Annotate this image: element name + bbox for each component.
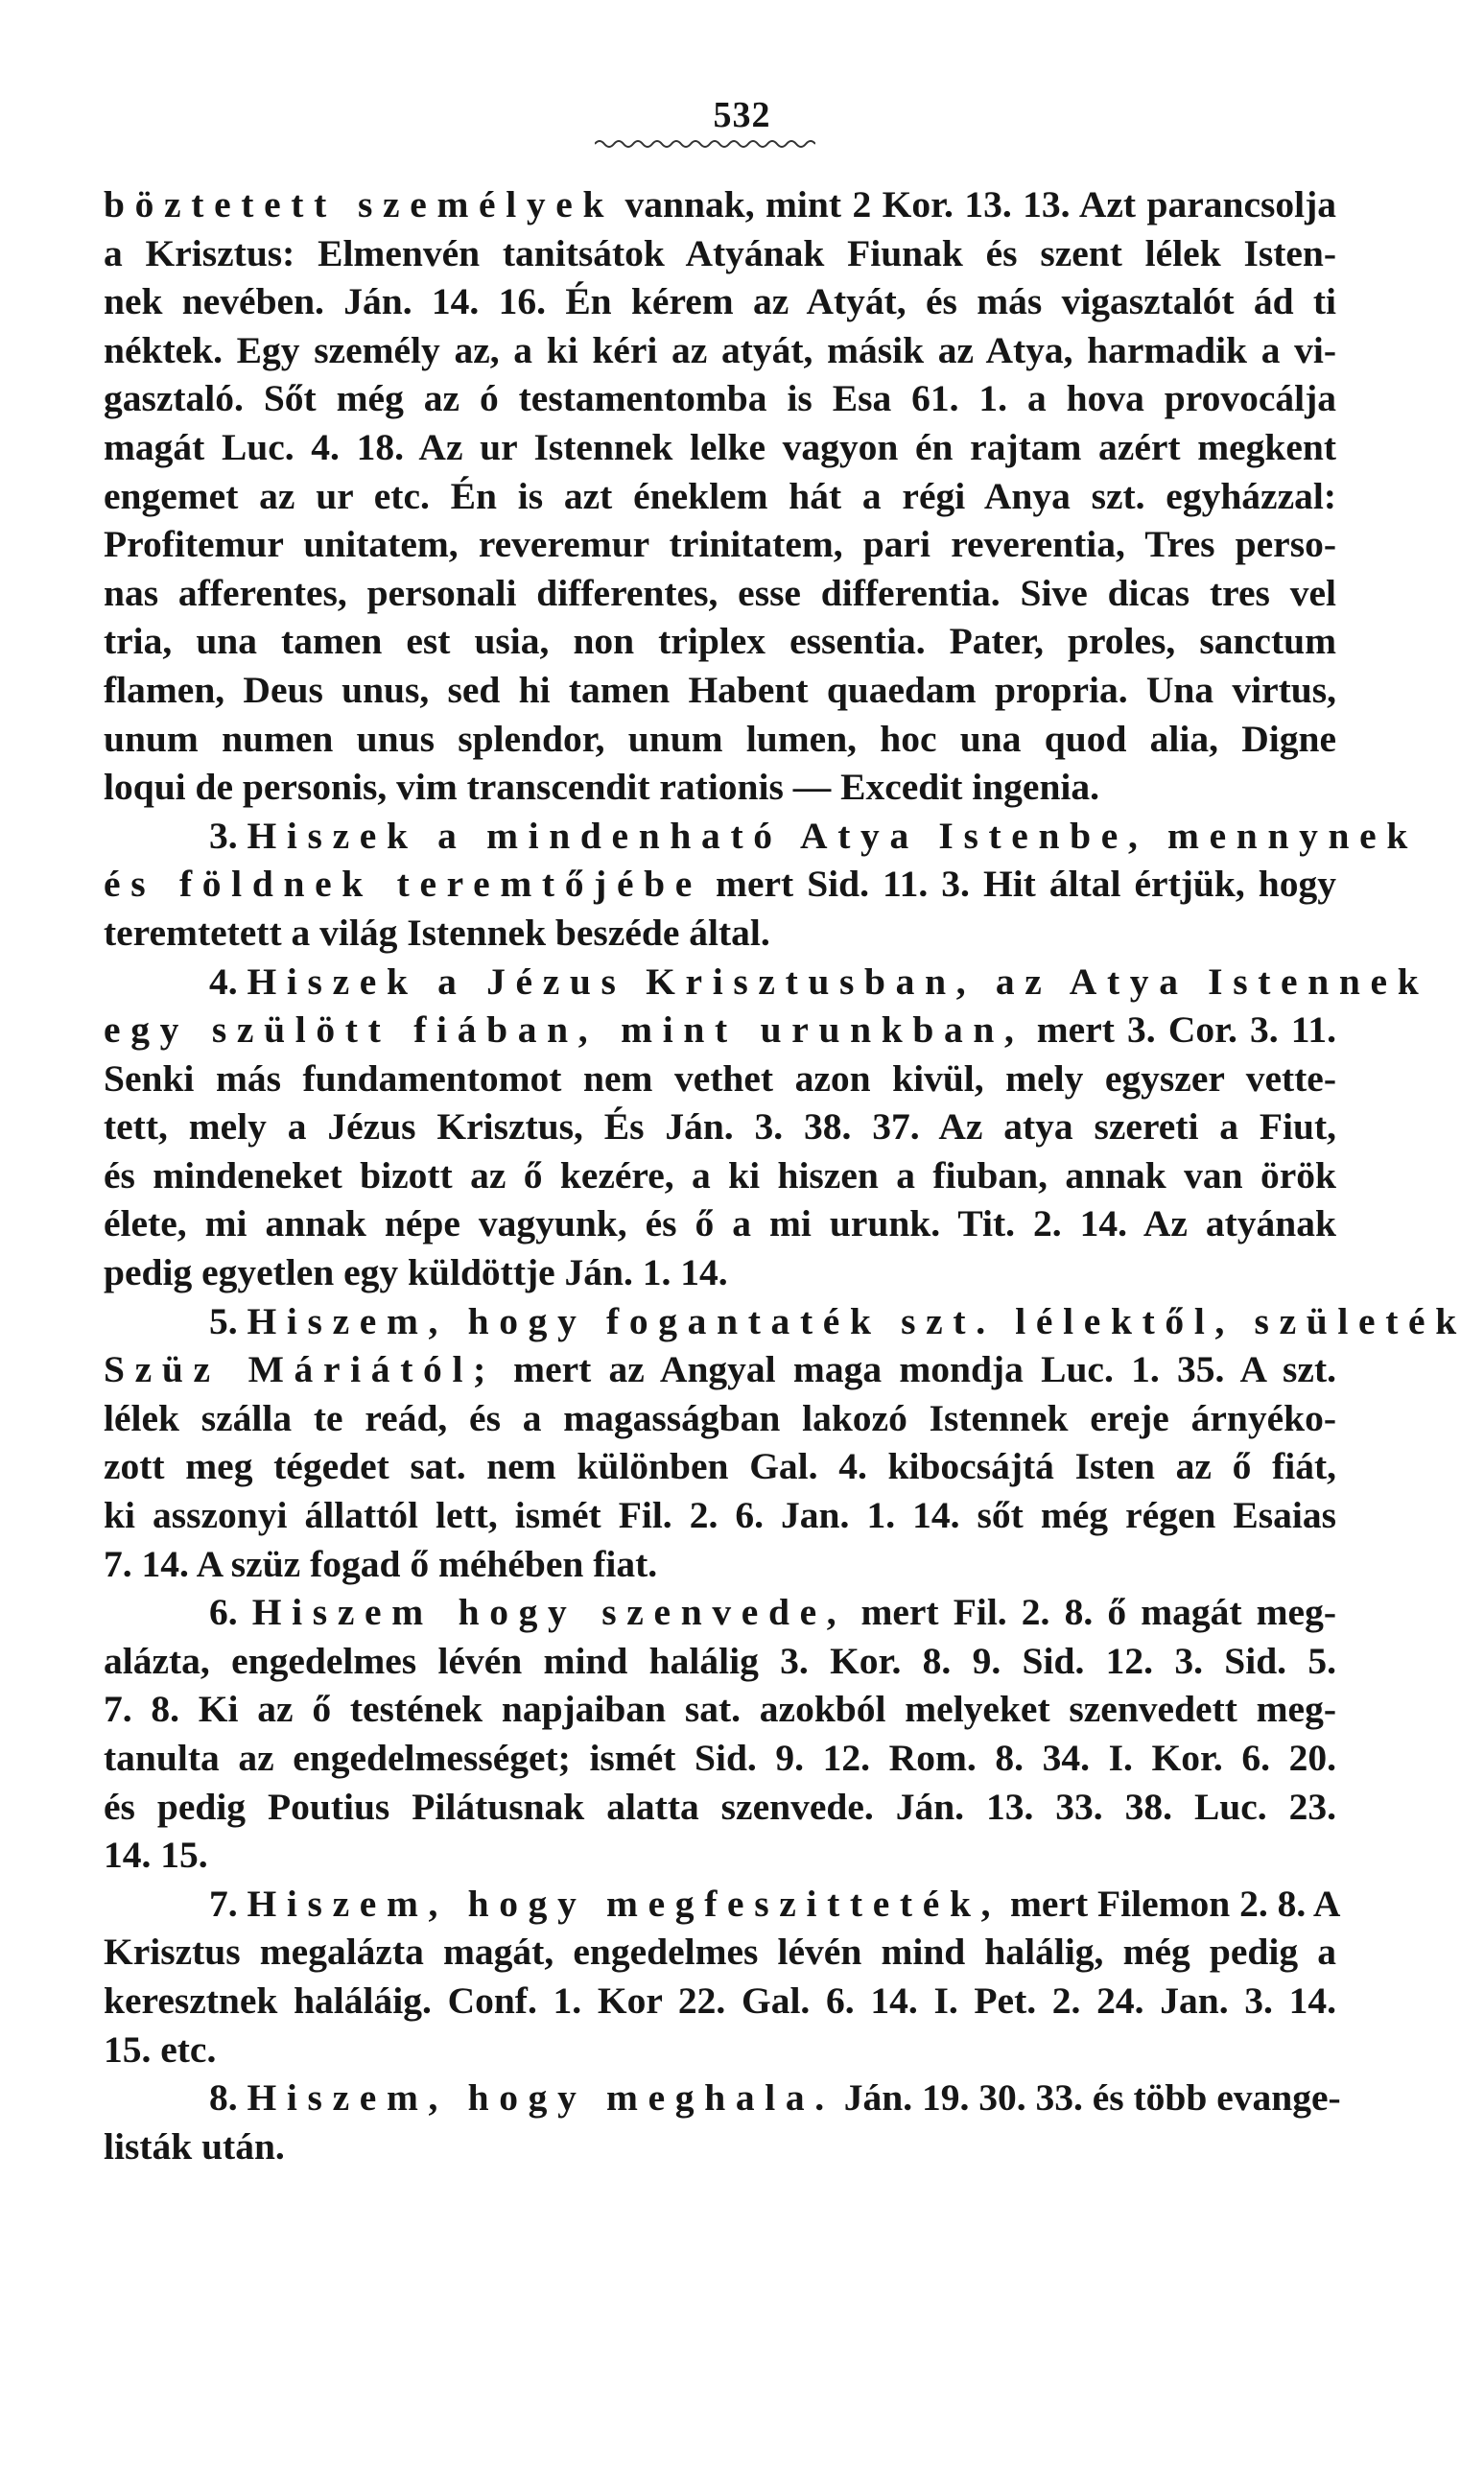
text-line: loqui de personis, vim transcendit rationis — Excedit ingenia. xyxy=(104,766,1100,809)
text-line: engemet az ur etc. Én is azt éneklem hát a régi Anya szt. egyházzal: xyxy=(104,474,1336,517)
text-line: listák után. xyxy=(104,2124,285,2168)
text-line: és pedig Poutius Pilátusnak alatta szenvede. Ján. 13. 33. 38. Luc. 23. xyxy=(104,1785,1336,1828)
text-line: alázta, engedelmes lévén mind halálig 3. Kor. 8. 9. Sid. 12. 3. Sid. 5. xyxy=(104,1639,1336,1682)
spaced-emphasis: Hiszem, hogy megfeszitteték, xyxy=(247,1882,1001,1925)
text-line: tanulta az engedelmességet; ismét Sid. 9. 12. Rom. 8. 34. I. Kor. 6. 20. xyxy=(104,1737,1336,1779)
spaced-emphasis: Hiszek a mindenható Atya Istenbe, mennynek xyxy=(247,814,1418,857)
item-number: 6. xyxy=(209,1591,252,1634)
text-line: teremtetett a világ Istennek beszéde által. xyxy=(104,911,770,954)
text-line xyxy=(104,1297,1467,1346)
spaced-emphasis: Hiszem hogy szenvede, xyxy=(251,1591,847,1634)
text-line: magát Luc. 4. 18. Az ur Istennek lelke vagyon én rajtam azért megkent xyxy=(104,425,1336,468)
spaced-emphasis: Szüz Máriától; xyxy=(104,1348,496,1391)
text-line xyxy=(104,1880,1341,1929)
text-line: élete, mi annak népe vagyunk, és ő a mi urunk. Tit. 2. 14. Az atyának xyxy=(104,1202,1336,1245)
item-number: 8. xyxy=(209,2076,247,2120)
text-line: gasztaló. Sőt még az ó testamentomba is Esa 61. 1. a hova provocálja xyxy=(104,377,1336,420)
text-line: nek nevében. Ján. 14. 16. Én kérem az Atyát, és más vigasztalót ád ti xyxy=(104,280,1336,323)
text-line: néktek. Egy személy az, a ki kéri az atyát, másik az Atya, harmadik a vi- xyxy=(104,328,1336,371)
text-line: pedig egyetlen egy küldöttje Ján. 1. 14. xyxy=(104,1251,728,1294)
text-line: a Krisztus: Elmenvén tanitsátok Atyának Fiunak és szent lélek Isten- xyxy=(104,231,1336,274)
item-number: 4. xyxy=(209,960,247,1003)
spaced-emphasis: Hiszek a Jézus Krisztusban, az Atya Istennek xyxy=(247,960,1429,1003)
text-line: keresztnek haláláig. Conf. 1. Kor 22. Gal. 6. 14. I. Pet. 2. 24. Jan. 3. 14. xyxy=(104,1979,1336,2022)
text-line: Krisztus megalázta magát, engedelmes lévén mind halálig, még pedig a xyxy=(104,1931,1336,1974)
text-line: 14. 15. xyxy=(104,1834,208,1877)
line-rest: mert Sid. 11. 3. Hit által értjük, hogy xyxy=(701,863,1336,906)
text-line: Senki más fundamentomot nem vethet azon kivül, mely egyszer vette- xyxy=(104,1056,1336,1100)
paragraph xyxy=(104,2074,1341,2170)
text-line xyxy=(104,958,1429,1007)
text-line: Profitemur unitatem, reveremur trinitatem, pari reverentia, Tres perso- xyxy=(104,523,1336,566)
text-line: 7. 8. Ki az ő testének napjaiban sat. azokból melyeket szenvedett meg- xyxy=(104,1688,1336,1731)
line-rest: mert az Angyal maga mondja Luc. 1. 35. A szt. xyxy=(495,1348,1336,1391)
line-rest: Ján. 19. 30. 33. és több evange- xyxy=(834,2076,1341,2120)
line-rest: mert 3. Cor. 3. 11. xyxy=(1024,1008,1337,1052)
text-line: és mindeneket bizott az ő kezére, a ki hiszen a fiuban, annak van örök xyxy=(104,1153,1336,1197)
paragraph xyxy=(104,1880,1341,2074)
text-line: ki asszonyi állattól lett, ismét Fil. 2. 6. Jan. 1. 14. sőt még régen Esaias xyxy=(104,1494,1336,1537)
paragraph xyxy=(104,180,1336,812)
text-line xyxy=(104,1006,1336,1055)
text-line xyxy=(104,860,1336,909)
text-line xyxy=(104,812,1418,861)
page-number: 532 xyxy=(713,95,771,135)
spaced-emphasis: böztetett személyek xyxy=(104,183,615,225)
line-rest: vannak, mint 2 Kor. 13. 13. Azt parancsolja xyxy=(614,183,1336,225)
text-line: 7. 14. A szüz fogad ő méhében fiat. xyxy=(104,1542,658,1585)
text-line xyxy=(104,1588,1336,1637)
text-line: flamen, Deus unus, sed hi tamen Habent quaedam propria. Una virtus, xyxy=(104,668,1336,711)
text-line: 15. etc. xyxy=(104,2027,217,2071)
text-line: lélek szálla te reád, és a magasságban lakozó Istennek ereje árnyéko- xyxy=(104,1396,1336,1439)
body-text xyxy=(104,180,1467,2170)
line-rest: mert Filemon 2. 8. A xyxy=(1001,1882,1341,1925)
paragraph xyxy=(104,1588,1336,1880)
paragraph xyxy=(104,1297,1467,1589)
text-line: nas afferentes, personali differentes, esse differentia. Sive dicas tres vel xyxy=(104,571,1336,614)
item-number: 5. xyxy=(209,1299,247,1342)
text-line: tett, mely a Jézus Krisztus, És Ján. 3. 38. 37. Az atya szereti a Fiut, xyxy=(104,1105,1336,1149)
spaced-emphasis: és földnek teremtőjébe xyxy=(104,863,702,906)
paragraph xyxy=(104,812,1418,958)
text-line: zott meg tégedet sat. nem különben Gal. 4. kibocsájtá Isten az ő fiát, xyxy=(104,1445,1336,1488)
spaced-emphasis: Hiszem, hogy meghala. xyxy=(247,2076,835,2120)
spaced-emphasis: Hiszem, hogy fogantaték szt. lélektől, születék xyxy=(247,1299,1467,1342)
text-line xyxy=(104,2074,1341,2122)
item-number: 3. xyxy=(209,814,247,857)
wavy-rule-ornament xyxy=(595,137,815,151)
paragraph xyxy=(104,958,1429,1297)
item-number: 7. xyxy=(209,1882,247,1925)
text-line xyxy=(104,1345,1336,1394)
line-rest: mert Fil. 2. 8. ő magát meg- xyxy=(846,1591,1336,1634)
text-line: tria, una tamen est usia, non triplex essentia. Pater, proles, sanctum xyxy=(104,620,1336,663)
text-line: unum numen unus splendor, unum lumen, hoc una quod alia, Digne xyxy=(104,717,1336,760)
text-line xyxy=(104,180,1336,229)
spaced-emphasis: egy szülött fiában, mint urunkban, xyxy=(104,1008,1025,1052)
